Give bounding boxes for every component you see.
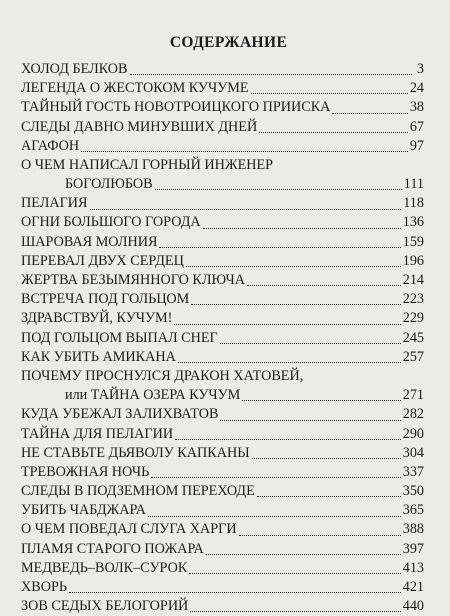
- toc-entry: [21, 559, 424, 578]
- toc-entry-line: [21, 233, 424, 252]
- toc-entry: [21, 79, 424, 98]
- toc-page-number: 97: [409, 137, 424, 154]
- dot-leader: [186, 266, 401, 267]
- toc-entry: [21, 597, 424, 616]
- toc-entry-title: ХВОРЬ: [21, 579, 67, 596]
- toc-page-number: 337: [402, 463, 424, 480]
- toc-page-number: 282: [402, 406, 424, 423]
- toc-entry: [21, 578, 424, 597]
- toc-entry-title: КАК УБИТЬ АМИКАНА: [21, 348, 176, 365]
- toc-entry: [21, 444, 424, 463]
- dot-leader: [189, 573, 400, 574]
- toc-entry-title: СЛЕДЫ ДАВНО МИНУВШИХ ДНЕЙ: [21, 118, 258, 135]
- toc-page-number: 257: [402, 348, 424, 365]
- toc-entry-title: ТАЙНЫЙ ГОСТЬ НОВОТРОИЦКОГО ПРИИСКА: [21, 99, 331, 116]
- toc-entry-title: ТАЙНА ДЛЯ ПЕЛАГИИ: [21, 425, 174, 442]
- dot-leader: [81, 151, 408, 152]
- toc-entry-line: [21, 214, 424, 233]
- toc-entry-line: [21, 597, 424, 616]
- dot-leader: [130, 74, 412, 75]
- toc-entry-continuation: или ТАЙНА ОЗЕРА КУЧУМ: [65, 387, 241, 404]
- toc-entry-title: ЖЕРТВА БЕЗЫМЯННОГО КЛЮЧА: [21, 272, 245, 289]
- toc-entry-title: ПЕЛАГИЯ: [21, 195, 88, 212]
- toc-entry-title-line: [21, 367, 424, 386]
- toc-entry-line: [21, 521, 424, 540]
- dot-leader: [206, 554, 401, 555]
- dot-leader: [247, 285, 401, 286]
- toc-page-number: 290: [402, 425, 424, 442]
- toc-entry: [21, 290, 424, 309]
- toc-entry-title: МЕДВЕДЬ–ВОЛК–СУРОК: [21, 559, 188, 576]
- toc-entry-title: О ЧЕМ НАПИСАЛ ГОРНЫЙ ИНЖЕНЕР: [21, 156, 274, 173]
- toc-page-number: 365: [402, 502, 424, 519]
- dot-leader: [190, 611, 400, 612]
- toc-entry-line: [21, 60, 424, 79]
- toc-entry-line: [21, 118, 424, 137]
- toc-page-number: 214: [402, 272, 424, 289]
- toc-entry-title: ТРЕВОЖНАЯ НОЧЬ: [21, 463, 150, 480]
- toc-entry: [21, 405, 424, 424]
- toc-page-number: 350: [402, 483, 424, 500]
- show-through-texture: [150, 10, 153, 22]
- toc-entry: [21, 156, 424, 194]
- toc-page-number: 413: [402, 559, 424, 576]
- toc-page-number: 440: [402, 598, 424, 615]
- toc-entry-title: ОГНИ БОЛЬШОГО ГОРОДА: [21, 214, 201, 231]
- toc-entry-title: НЕ СТАВЬТЕ ДЬЯВОЛУ КАПКАНЫ: [21, 444, 250, 461]
- toc-entry-title: ХОЛОД БЕЛКОВ: [21, 60, 128, 77]
- toc-entry-line: [21, 463, 424, 482]
- toc-entry: [21, 194, 424, 213]
- toc-page-number: 38: [409, 99, 424, 116]
- toc-entry-line: [21, 194, 424, 213]
- dot-leader: [178, 362, 401, 363]
- toc-entry: [21, 367, 424, 405]
- dot-leader: [148, 516, 401, 517]
- dot-leader: [175, 439, 401, 440]
- toc-entry-title: ПОЧЕМУ ПРОСНУЛСЯ ДРАКОН ХАТОВЕЙ,: [21, 367, 304, 384]
- toc-entry: [21, 233, 424, 252]
- toc-entry: [21, 425, 424, 444]
- dot-leader: [191, 304, 400, 305]
- toc-entry: [21, 348, 424, 367]
- dot-leader: [159, 247, 400, 248]
- toc-entry-line: [21, 578, 424, 597]
- toc-entry-line: [21, 405, 424, 424]
- toc-entry-continuation: БОГОЛЮБОВ: [65, 176, 153, 193]
- toc-page-number: 229: [402, 310, 424, 327]
- toc-page-number: 271: [402, 387, 424, 404]
- toc-entry-line: [21, 482, 424, 501]
- toc-entry-title: ПОД ГОЛЬЦОМ ВЫПАЛ СНЕГ: [21, 329, 218, 346]
- toc-entry-title: СЛЕДЫ В ПОДЗЕМНОМ ПЕРЕХОДЕ: [21, 483, 255, 500]
- toc-entry: [21, 329, 424, 348]
- toc-page-number: 67: [409, 118, 424, 135]
- toc-heading: СОДЕРЖАНИЕ: [169, 34, 288, 51]
- toc-page-number: 3: [416, 60, 424, 77]
- dot-leader: [242, 400, 400, 401]
- dot-leader: [203, 228, 401, 229]
- toc-entry: [21, 521, 424, 540]
- dot-leader: [257, 496, 401, 497]
- toc-entry-title: ШАРОВАЯ МОЛНИЯ: [21, 233, 158, 250]
- toc-entry: [21, 118, 424, 137]
- dot-leader: [252, 458, 401, 459]
- toc-entry: [21, 137, 424, 156]
- toc-page-number: 159: [402, 233, 424, 250]
- toc-entry-title: О ЧЕМ ПОВЕДАЛ СЛУГА ХАРГИ: [21, 521, 237, 538]
- toc-entry-line: [21, 79, 424, 98]
- toc-entry: [21, 463, 424, 482]
- toc-entry: [21, 501, 424, 520]
- toc-entry-line: [21, 290, 424, 309]
- toc-entry-title-line: [21, 156, 424, 175]
- toc-entry: [21, 309, 424, 328]
- toc-entry-line: [21, 559, 424, 578]
- toc-entry: [21, 482, 424, 501]
- toc-entry-line: [21, 501, 424, 520]
- toc-page-number: 111: [403, 176, 424, 193]
- toc-entry-line: [21, 348, 424, 367]
- toc-entry: [21, 271, 424, 290]
- toc-entry-line: [21, 425, 424, 444]
- toc-entry-line: [21, 329, 424, 348]
- dot-leader: [220, 343, 401, 344]
- toc-entry-line: [21, 444, 424, 463]
- toc-entry-title: ЛЕГЕНДА О ЖЕСТОКОМ КУЧУМЕ: [21, 80, 249, 97]
- toc-page-number: 118: [403, 195, 424, 212]
- dot-leader: [251, 93, 408, 94]
- toc-entry: [21, 214, 424, 233]
- dot-leader: [174, 324, 400, 325]
- toc-entry-line: [21, 386, 424, 405]
- toc-entry-line: [21, 271, 424, 290]
- dot-leader: [69, 592, 401, 593]
- toc-page-number: 304: [402, 444, 424, 461]
- toc-entry-line: [21, 309, 424, 328]
- toc-entry-line: [21, 252, 424, 271]
- toc-entry-line: [21, 137, 424, 156]
- dot-leader: [151, 477, 400, 478]
- toc-page-number: 388: [402, 521, 424, 538]
- dot-leader: [90, 209, 402, 210]
- toc-entry: [21, 98, 424, 117]
- toc-entry: [21, 252, 424, 271]
- toc-entry: [21, 540, 424, 559]
- toc-entry-title: АГАФОН: [21, 137, 80, 154]
- toc-entry-title: ВСТРЕЧА ПОД ГОЛЬЦОМ: [21, 291, 190, 308]
- toc-page-number: 397: [402, 540, 424, 557]
- toc-page-number: 136: [402, 214, 424, 231]
- toc-entry-title: ЗОВ СЕДЫХ БЕЛОГОРИЙ: [21, 598, 189, 615]
- toc-page-number: 421: [402, 579, 424, 596]
- dot-leader: [332, 113, 407, 114]
- toc-entry-title: КУДА УБЕЖАЛ ЗАЛИХВАТОВ: [21, 406, 219, 423]
- dot-leader: [220, 420, 400, 421]
- toc-page-number: 223: [402, 291, 424, 308]
- toc-entry-line: [21, 98, 424, 117]
- dot-leader: [155, 189, 402, 190]
- toc-page-number: 24: [409, 80, 424, 97]
- toc-entry-title: УБИТЬ ЧАБДЖАРА: [21, 502, 146, 519]
- dot-leader: [259, 132, 408, 133]
- dot-leader: [239, 535, 401, 536]
- toc-entry-line: [21, 175, 424, 194]
- toc-page-number: 196: [402, 252, 424, 269]
- toc-entry: [21, 60, 424, 79]
- toc-list: [21, 60, 424, 616]
- toc-entry-title: ПЕРЕВАЛ ДВУХ СЕРДЕЦ: [21, 252, 184, 269]
- toc-page-number: 245: [402, 329, 424, 346]
- toc-entry-line: [21, 540, 424, 559]
- toc-entry-title: ЗДРАВСТВУЙ, КУЧУМ!: [21, 310, 173, 327]
- toc-entry-title: ПЛАМЯ СТАРОГО ПОЖАРА: [21, 540, 204, 557]
